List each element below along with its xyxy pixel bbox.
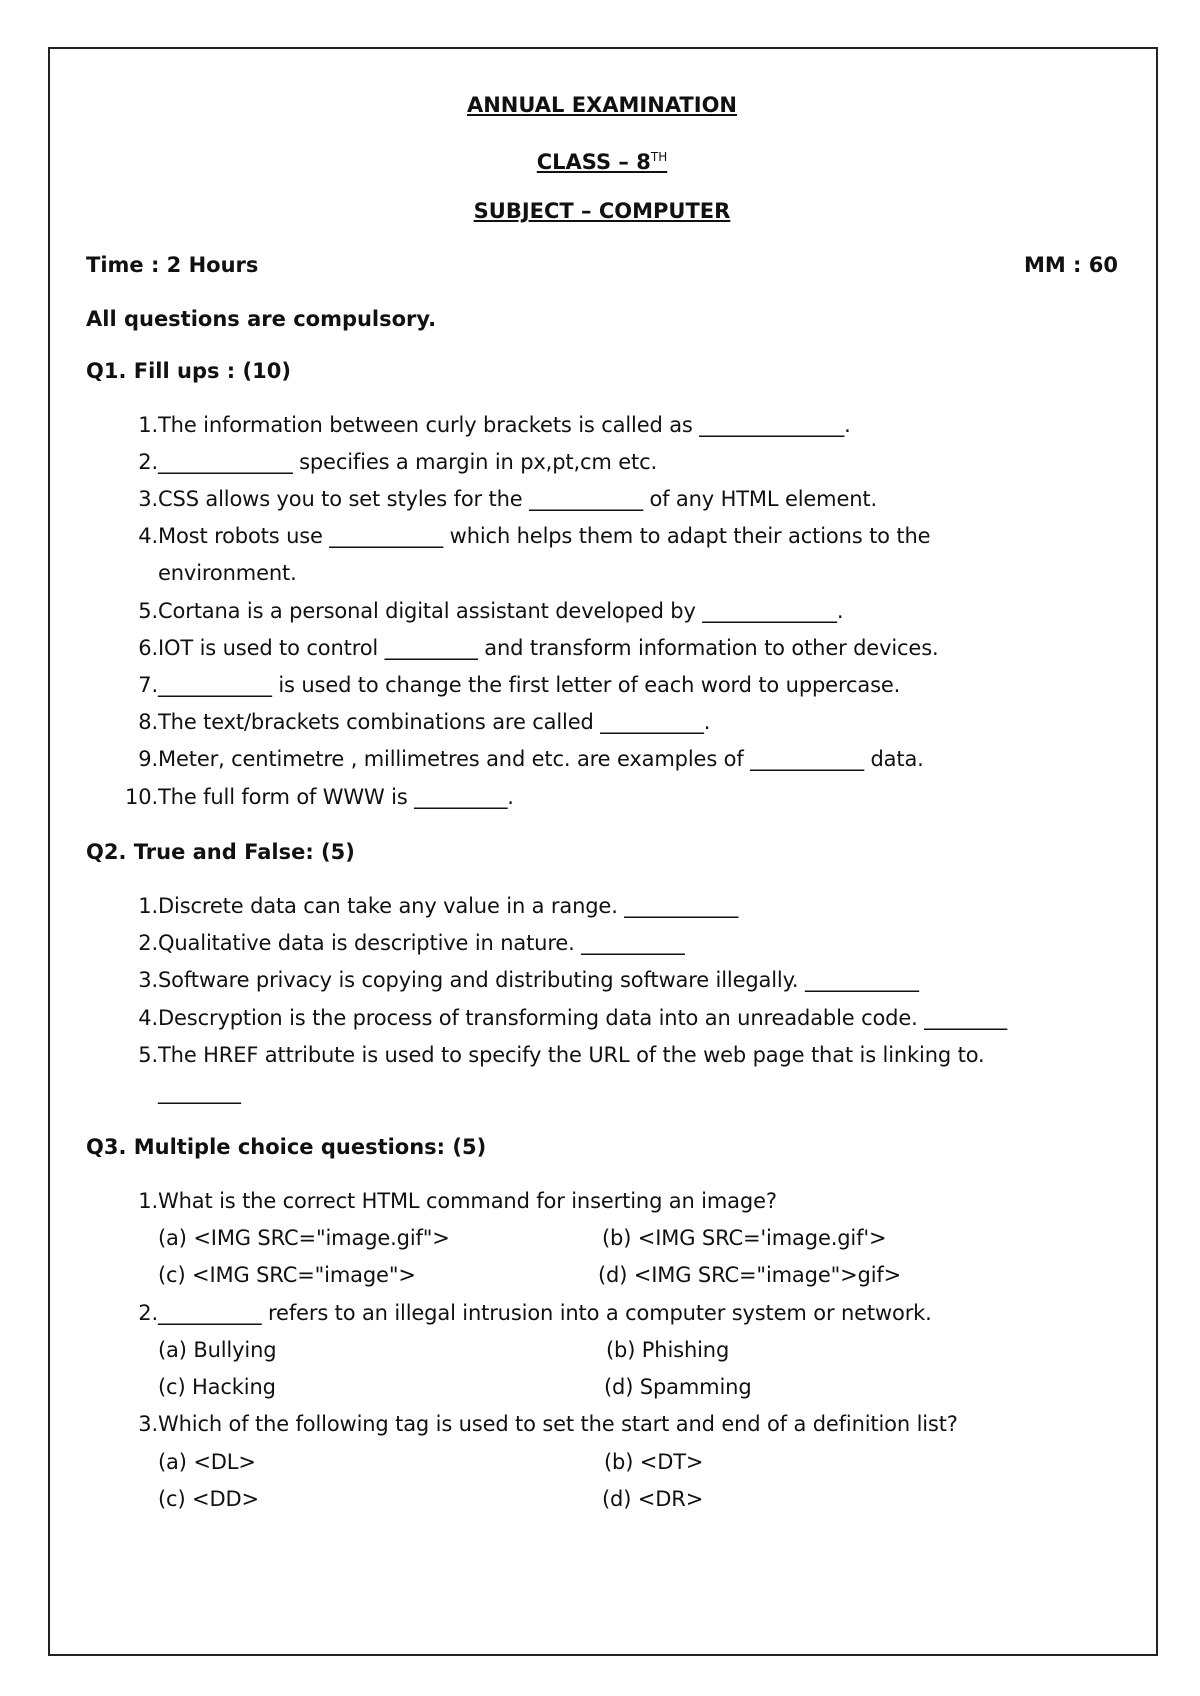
- class-superscript: TH: [650, 150, 668, 164]
- q1-heading: Q1. Fill ups : (10): [86, 359, 291, 383]
- time-marks-row: [86, 251, 1118, 279]
- mcq-option: (b) Phishing: [606, 1338, 730, 1362]
- mcq-option: (a) <DL>: [158, 1450, 256, 1474]
- time-label: Time : 2 Hours: [86, 253, 259, 277]
- mcq-option: (d) <DR>: [602, 1487, 704, 1511]
- mcq-option: (c) <IMG SRC="image">: [158, 1263, 416, 1287]
- mcq-option: (c) Hacking: [158, 1375, 276, 1399]
- mcq-option: (d) <IMG SRC="image">gif>: [598, 1263, 902, 1287]
- mcq-option: (b) <DT>: [604, 1450, 704, 1474]
- q2-heading: Q2. True and False: (5): [86, 840, 355, 864]
- mcq-option: (b) <IMG SRC='image.gif'>: [602, 1226, 887, 1250]
- mcq-option: (c) <DD>: [158, 1487, 259, 1511]
- max-marks-label: MM : 60: [1023, 253, 1118, 277]
- instructions: All questions are compulsory.: [86, 307, 437, 331]
- mcq-option: (d) Spamming: [604, 1375, 752, 1399]
- subject-label: SUBJECT – COMPUTER: [473, 199, 731, 223]
- mcq-option: (a) Bullying: [158, 1338, 277, 1362]
- q3-heading: Q3. Multiple choice questions: (5): [86, 1135, 487, 1159]
- mcq-option: (a) <IMG SRC="image.gif">: [158, 1226, 450, 1250]
- exam-title: ANNUAL EXAMINATION: [466, 93, 738, 117]
- class-label: CLASS – 8TH: [536, 150, 668, 174]
